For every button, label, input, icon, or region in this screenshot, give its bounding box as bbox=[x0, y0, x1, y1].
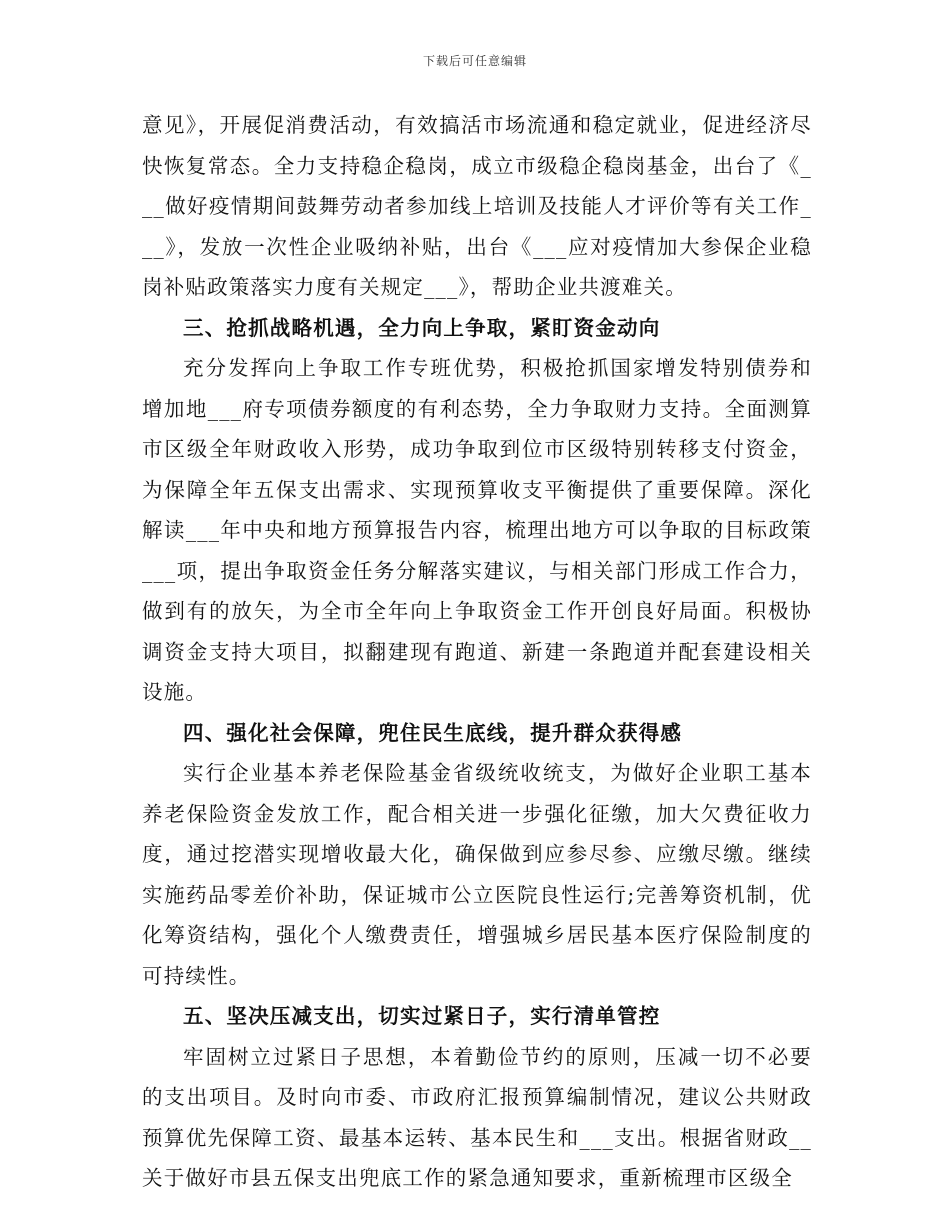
paragraph-section-4: 实行企业基本养老保险基金省级统收统支，为做好企业职工基本养老保险资金发放工作，配合相关进一步强化征缴，加大欠费征收力度，通过挖潜实现增收最大化，确保做到应参尽参、应缴尽缴。继续实施药品零差价补助，保证城市公立医院良性运行;完善筹资机制，优化筹资结构，强化个人缴费责任，增强城乡居民基本医疗保险制度的可持续性。 bbox=[142, 761, 812, 988]
paragraph-section-5: 牢固树立过紧日子思想，本着勤俭节约的原则，压减一切不必要的支出项目。及时向市委、市政府汇报预算编制情况，建议公共财政预算优先保障工资、最基本运转、基本民生和___支出。根据省财政__关于做好市县五保支出兜底工作的紧急通知要求，重新梳理市区级全 bbox=[142, 1044, 812, 1190]
section-heading-5: 五、坚决压减支出，切实过紧日子，实行清单管控 bbox=[183, 1004, 661, 1028]
document-body bbox=[142, 105, 812, 1199]
section-heading-4: 四、强化社会保障，兜住民生底线，提升群众获得感 bbox=[183, 720, 683, 745]
paragraph-intro: 意见》，开展促消费活动，有效搞活市场流通和稳定就业，促进经济尽快恢复常态。全力支持稳企稳岗，成立市级稳企稳岗基金，出台了《___做好疫情期间鼓舞劳动者参加线上培训及技能人才评价等有关工作___》，发放一次性企业吸纳补贴，出台《___应对疫情加大参保企业稳岗补贴政策落实力度有关规定___》，帮助企业共渡难关。 bbox=[142, 113, 812, 299]
paragraph-section-3: 充分发挥向上争取工作专班优势，积极抢抓国家增发特别债券和增加地___府专项债券额度的有利态势，全力争取财力支持。全面测算市区级全年财政收入形势，成功争取到位市区级特别转移支付资金，为保障全年五保支出需求、实现预算收支平衡提供了重要保障。深化解读___年中央和地方预算报告内容，梳理出地方可以争取的目标政策___项，提出争取资金任务分解落实建议，与相关部门形成工作合力，做到有的放矢，为全市全年向上争取资金工作开创良好局面。积极协调资金支持大项目，拟翻建现有跑道、新建一条跑道并配套建设相关设施。 bbox=[142, 356, 812, 704]
page-header: 下载后可任意编辑 bbox=[422, 54, 527, 68]
section-heading-3: 三、抢抓战略机遇，全力向上争取，紧盯资金动向 bbox=[183, 315, 661, 340]
